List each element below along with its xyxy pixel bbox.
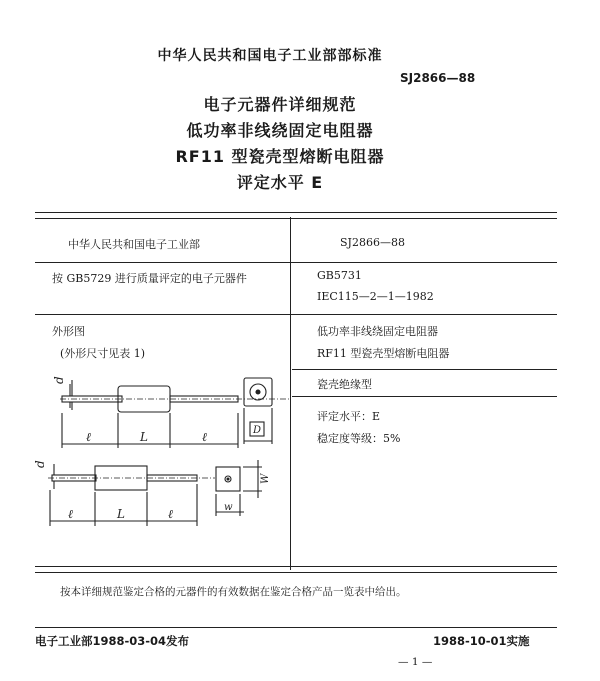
drawing2-label-l-left: ℓ [68,507,73,521]
outline-note: (外形尺寸见表 1) [60,347,146,360]
drawing2-label-W: W [260,473,271,484]
title-line-4: 评定水平 E [236,173,324,192]
qualification-note: 按本详细规范鉴定合格的元器件的有效数据在鉴定合格产品一览表中给出。 [60,586,407,598]
drawing2-label-d: d [33,460,47,468]
title-line-2: 低功率非线绕固定电阻器 [186,121,374,140]
title-line-1: 电子元器件详细规范 [203,95,357,114]
effective-date: 1988-10-01实施 [433,634,530,648]
standard-code: SJ2866—88 [400,71,476,85]
row1-left: 中华人民共和国电子工业部 [68,238,200,251]
drawing2-label-L: L [117,507,125,521]
drawing1-label-l-left: ℓ [86,430,91,444]
row2-left: 按 GB5729 进行质量评定的电子元器件 [52,272,247,285]
right-item-1: 低功率非线绕固定电阻器 [317,325,438,338]
footer-rule [35,627,557,628]
right-item-2: RF11 型瓷壳型熔断电阻器 [317,347,450,360]
right-item-3: 瓷壳绝缘型 [317,378,372,391]
drawing1-label-d: d [52,376,66,384]
row1-right: SJ2866—88 [340,236,405,249]
right-item-5: 稳定度等级：5% [317,432,401,445]
drawing1-label-D: D [253,425,262,436]
drawing2-label-l-right: ℓ [168,507,173,521]
drawing1-label-L: L [140,430,148,444]
issuing-organization: 中华人民共和国电子工业部部标准 [157,48,383,64]
right-item-4: 评定水平：E [317,410,381,423]
outline-label: 外形图 [52,325,85,338]
drawing1-label-l-right: ℓ [202,430,207,444]
drawing2-label-w: w [224,502,233,513]
issue-date: 电子工业部1988-03-04发布 [35,634,190,648]
row2-right-1: GB5731 [317,269,362,282]
row2-right-2: IEC115—2—1—1982 [317,290,434,303]
page-number: — 1 — [398,656,433,668]
title-line-3: RF11 型瓷壳型熔断电阻器 [175,147,385,166]
